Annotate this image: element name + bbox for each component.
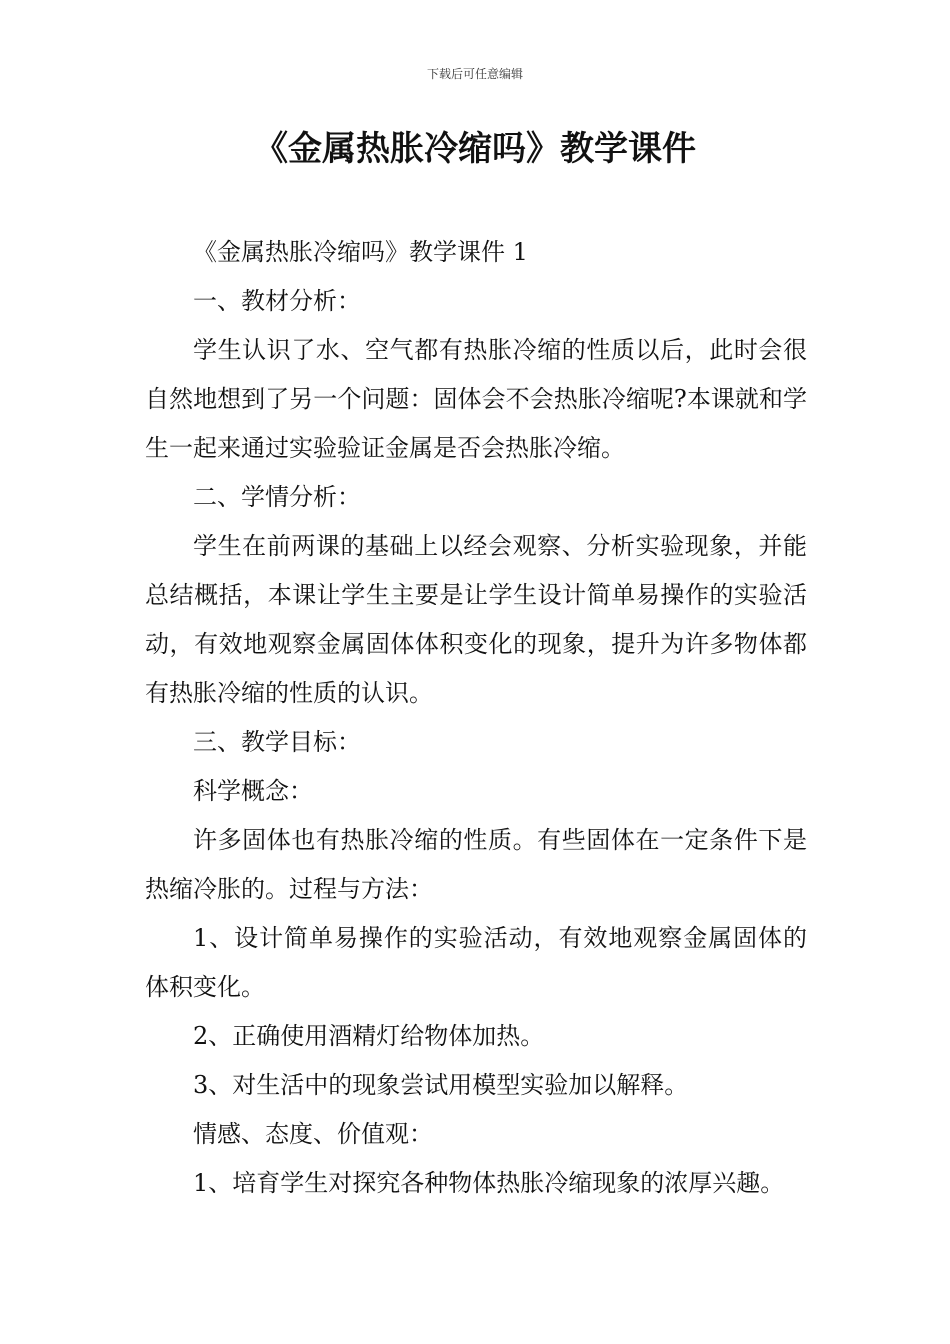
section-heading-student-analysis: 二、学情分析： — [193, 483, 361, 511]
document-title: 《金属热胀冷缩吗》教学课件 — [254, 129, 696, 169]
section-heading-teaching-goals: 三、教学目标： — [193, 728, 361, 756]
subheading-attitudes-values: 情感、态度、价值观： — [193, 1120, 433, 1148]
paragraph-subtitle: 《金属热胀冷缩吗》教学课件 1 — [193, 238, 528, 266]
paragraph-science-concepts: 许多固体也有热胀冷缩的性质。有些固体在一定条件下是热缩冷胀的。过程与方法： — [145, 826, 807, 903]
paragraph-student-analysis: 学生在前两课的基础上以经会观察、分析实验现象，并能总结概括，本课让学生主要是让学生设计简单易操作的实验活动，有效地观察金属固体体积变化的现象，提升为许多物体都有热胀冷缩的性质的认识。 — [145, 532, 807, 707]
list-item-method-3: 3、对生活中的现象尝试用模型实验加以解释。 — [193, 1071, 689, 1099]
header-note: 下载后可任意编辑 — [426, 67, 523, 81]
list-item-method-1: 1、设计简单易操作的实验活动，有效地观察金属固体的体积变化。 — [145, 924, 807, 1001]
subheading-science-concepts: 科学概念： — [193, 777, 313, 805]
section-heading-textbook-analysis: 一、教材分析： — [193, 287, 361, 315]
paragraph-textbook-analysis: 学生认识了水、空气都有热胀冷缩的性质以后，此时会很自然地想到了另一个问题：固体会不会热胀冷缩呢?本课就和学生一起来通过实验验证金属是否会热胀冷缩。 — [145, 336, 807, 462]
list-item-method-2: 2、正确使用酒精灯给物体加热。 — [193, 1022, 545, 1050]
list-item-attitude-1: 1、培育学生对探究各种物体热胀冷缩现象的浓厚兴趣。 — [193, 1169, 785, 1197]
document-body — [145, 228, 807, 1208]
